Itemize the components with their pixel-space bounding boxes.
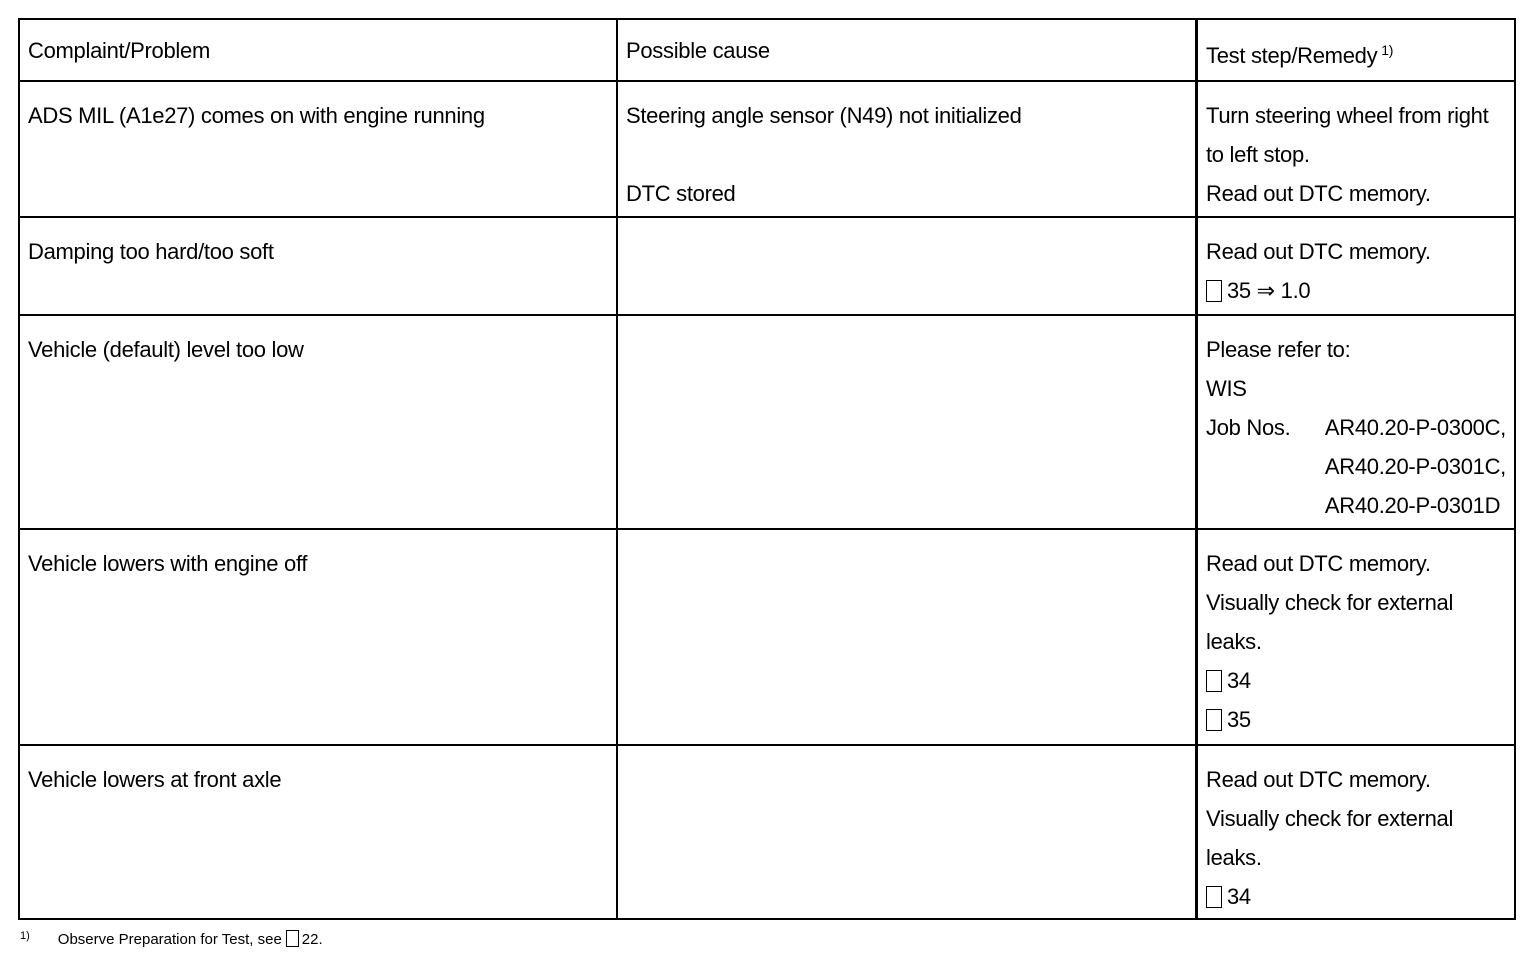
job-code: AR40.20-P-0301C, — [1324, 454, 1506, 479]
remedy-reference — [1206, 661, 1506, 700]
table-row — [20, 530, 1514, 746]
remedy-cell — [1198, 82, 1514, 216]
remedy-text: leaks. — [1206, 845, 1262, 870]
job-code: AR40.20-P-0300C, — [1324, 415, 1506, 440]
cause-text: Steering angle sensor (N49) not initialized — [626, 103, 1022, 128]
footnote-mark: 1) — [20, 930, 30, 942]
book-reference-icon — [1206, 709, 1222, 731]
footnote-text: Observe Preparation for Test, see — [57, 931, 282, 948]
complaint-text: Vehicle lowers with engine off — [28, 551, 308, 576]
book-reference-icon — [1206, 886, 1222, 908]
remedy-text: Read out DTC memory. — [1206, 239, 1431, 264]
remedy-text: WIS — [1206, 376, 1247, 401]
job-label: Job Nos. — [1206, 415, 1291, 440]
remedy-cell — [1198, 218, 1514, 314]
book-reference-icon — [1206, 670, 1222, 692]
remedy-text: leaks. — [1206, 629, 1262, 654]
header-remedy-footnote-mark: 1) — [1381, 42, 1394, 58]
reference-text: 34 — [1227, 668, 1251, 693]
complaint-text: ADS MIL (A1e27) comes on with engine running — [28, 103, 485, 128]
complaint-text: Damping too hard/too soft — [28, 239, 274, 264]
job-code: AR40.20-P-0301D — [1324, 493, 1501, 518]
table-row — [20, 218, 1514, 316]
cause-cell — [618, 530, 1198, 744]
cause-cell — [618, 746, 1198, 918]
remedy-text: Please refer to: — [1206, 337, 1351, 362]
cause-cell — [618, 218, 1198, 314]
book-reference-icon — [286, 930, 299, 947]
table-row — [20, 82, 1514, 218]
header-remedy — [1198, 20, 1514, 80]
complaint-text: Vehicle lowers at front axle — [28, 767, 282, 792]
footnote — [20, 926, 323, 950]
remedy-cell — [1198, 316, 1514, 528]
remedy-cell — [1198, 746, 1514, 918]
remedy-text: Visually check for external — [1206, 806, 1454, 831]
job-numbers — [1206, 408, 1506, 525]
diagnosis-table — [18, 18, 1516, 920]
table-row — [20, 746, 1514, 918]
reference-text: 34 — [1227, 884, 1251, 909]
footnote-reference: 22. — [301, 931, 323, 948]
remedy-text: Read out DTC memory. — [1206, 767, 1431, 792]
header-cause-label: Possible cause — [626, 38, 770, 63]
header-complaint — [20, 20, 618, 80]
reference-text: 35 ⇒ 1.0 — [1227, 278, 1311, 303]
complaint-cell — [20, 746, 618, 918]
complaint-cell — [20, 218, 618, 314]
remedy-text: Read out DTC memory. — [1206, 181, 1431, 206]
cause-cell — [618, 82, 1198, 216]
job-codes — [1325, 408, 1506, 525]
remedy-reference — [1206, 877, 1506, 916]
table-row — [20, 316, 1514, 530]
remedy-text: Turn steering wheel from right — [1206, 103, 1489, 128]
book-reference-icon — [1206, 280, 1222, 302]
header-complaint-label: Complaint/Problem — [28, 38, 210, 63]
header-remedy-label: Test step/Remedy — [1206, 43, 1378, 68]
remedy-reference — [1206, 700, 1506, 739]
remedy-text: to left stop. — [1206, 142, 1310, 167]
table-header-row — [20, 20, 1514, 82]
complaint-cell — [20, 316, 618, 528]
remedy-reference — [1206, 271, 1506, 310]
remedy-text: Read out DTC memory. — [1206, 551, 1431, 576]
header-cause — [618, 20, 1198, 80]
complaint-cell — [20, 82, 618, 216]
remedy-text: Visually check for external — [1206, 590, 1454, 615]
cause-text: DTC stored — [626, 181, 736, 206]
remedy-cell — [1198, 530, 1514, 744]
cause-cell — [618, 316, 1198, 528]
reference-text: 35 — [1227, 707, 1251, 732]
complaint-cell — [20, 530, 618, 744]
complaint-text: Vehicle (default) level too low — [28, 337, 304, 362]
